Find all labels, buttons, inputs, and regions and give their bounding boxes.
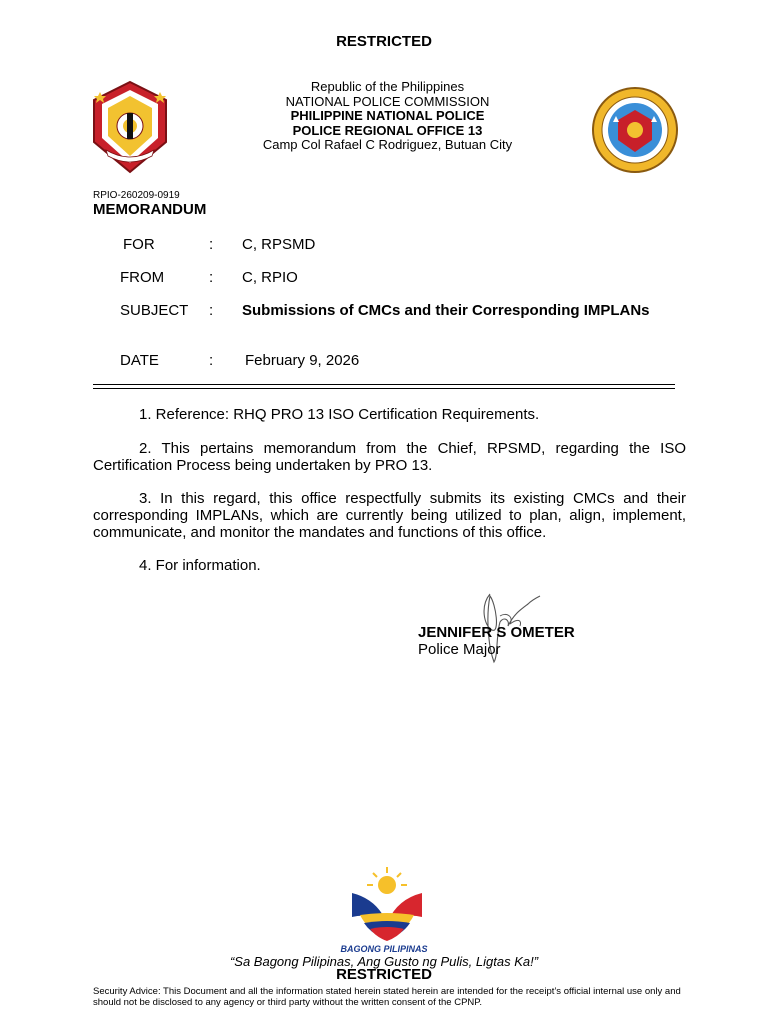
classification-bottom: RESTRICTED bbox=[336, 966, 432, 983]
paragraph-text: 3. In this regard, this office respectfully submits its existing CMCs and their corresponding IMPLANs, which are currently being utilized to plan, align, implement, communicate, and monitor the mandates and functions of this office. bbox=[93, 490, 686, 541]
field-colon: : bbox=[209, 269, 214, 286]
paragraph-4 bbox=[93, 557, 686, 574]
paragraph-text: 2. This pertains memorandum from the Chief, RPSMD, regarding the ISO Certification Process being undertaken by PRO 13. bbox=[93, 440, 686, 474]
bagong-pilipinas-logo-icon bbox=[346, 865, 428, 953]
header-pro13: POLICE REGIONAL OFFICE 13 bbox=[292, 122, 483, 138]
paragraph-text: 1. Reference: RHQ PRO 13 ISO Certification Requirements. bbox=[139, 406, 540, 423]
field-label: FOR bbox=[123, 236, 155, 253]
divider bbox=[93, 388, 675, 389]
pro13-seal-icon bbox=[586, 86, 684, 174]
paragraph-2 bbox=[93, 440, 686, 474]
field-label: FROM bbox=[120, 269, 165, 286]
field-colon: : bbox=[209, 352, 214, 369]
memo-title: MEMORANDUM bbox=[93, 201, 207, 218]
pnp-seal-icon bbox=[90, 80, 170, 174]
divider bbox=[93, 384, 675, 385]
reference-code: RPIO-260209-0919 bbox=[93, 190, 180, 201]
slogan: “Sa Bagong Pilipinas, Ang Gusto ng Pulis, Ligtas Ka!” bbox=[229, 954, 539, 969]
field-value: C, RPIO bbox=[242, 269, 298, 286]
signatory-name: JENNIFER S OMETER bbox=[418, 624, 575, 641]
header-address: Camp Col Rafael C Rodriguez, Butuan City bbox=[262, 137, 513, 153]
bagong-pilipinas-label: BAGONG PILIPINAS bbox=[340, 944, 428, 954]
field-label: SUBJECT bbox=[120, 302, 189, 319]
field-value: Submissions of CMCs and their Corresponding IMPLANs bbox=[242, 302, 650, 319]
header-napolcom: NATIONAL POLICE COMMISSION bbox=[285, 93, 490, 109]
paragraph-3 bbox=[93, 490, 686, 541]
header-pnp: PHILIPPINE NATIONAL POLICE bbox=[290, 108, 485, 124]
header-republic: Republic of the Philippines bbox=[310, 79, 465, 94]
field-value: February 9, 2026 bbox=[245, 352, 360, 369]
letterhead bbox=[230, 80, 545, 153]
classification-top: RESTRICTED bbox=[336, 33, 432, 50]
field-value: C, RPSMD bbox=[242, 236, 316, 253]
field-colon: : bbox=[209, 236, 214, 253]
field-label: DATE bbox=[120, 352, 159, 369]
field-colon: : bbox=[209, 302, 214, 319]
paragraph-1 bbox=[93, 406, 686, 423]
signatory-rank: Police Major bbox=[418, 641, 501, 658]
paragraph-text: 4. For information. bbox=[139, 557, 261, 574]
security-advice: Security Advice: This Document and all the information stated herein stated herein are intended for the receipt’s official internal use only and should not be disclosed to any agency or third party without the written consent of the CPNP. bbox=[93, 986, 681, 1008]
